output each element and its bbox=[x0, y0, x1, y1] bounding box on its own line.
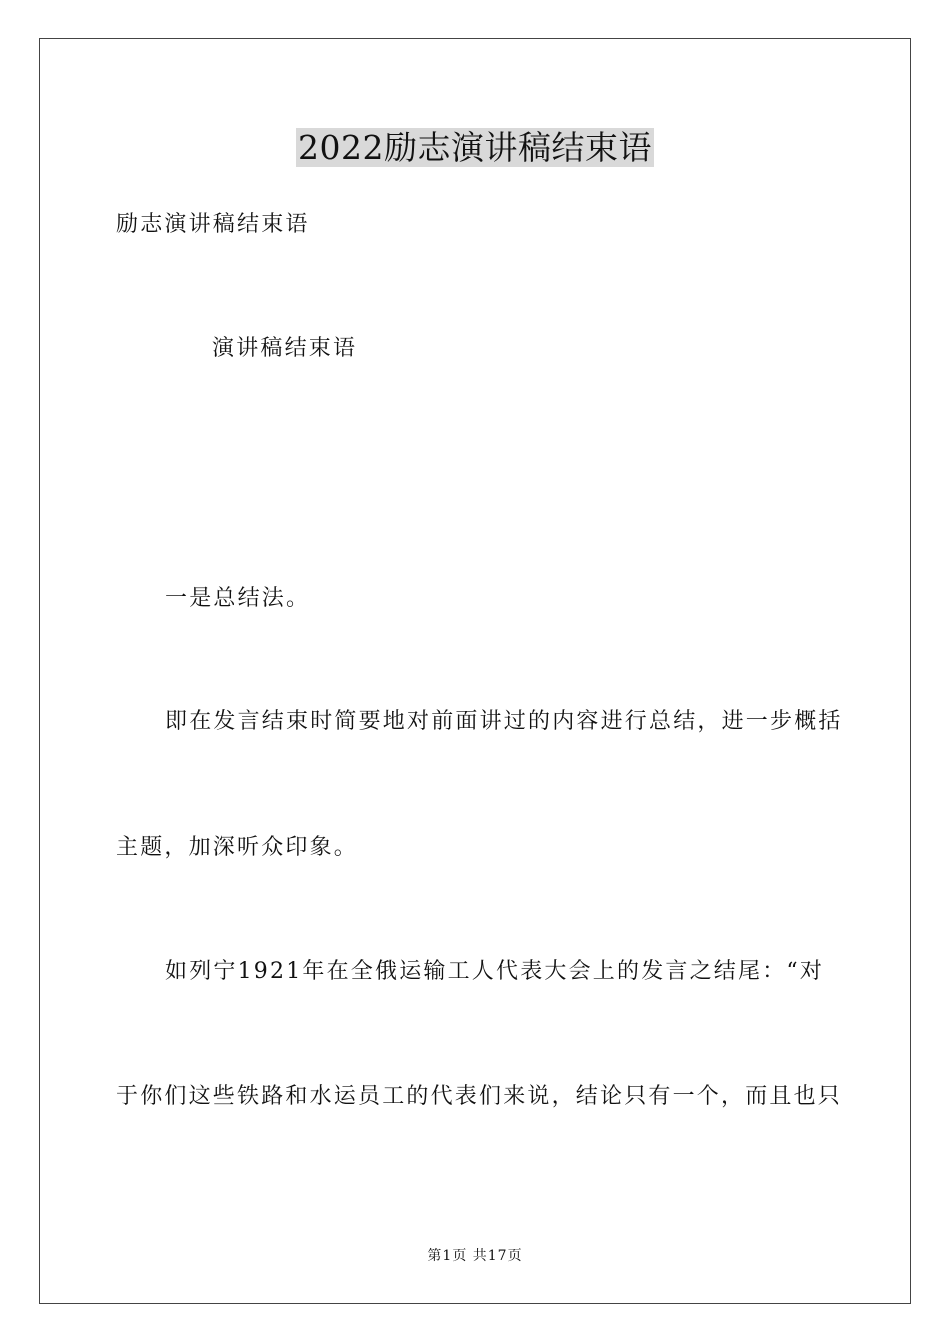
paragraph-body-line: 即在发言结束时简要地对前面讲过的内容进行总结，进一步概括 bbox=[165, 709, 843, 734]
paragraph-body-line: 于你们这些铁路和水运员工的代表们来说，结论只有一个，而且也只 bbox=[116, 1084, 843, 1109]
paragraph-heading: 演讲稿结束语 bbox=[212, 336, 358, 361]
paragraph-body-line: 主题，加深听众印象。 bbox=[116, 835, 359, 860]
document-title bbox=[0, 128, 950, 168]
paragraph-body-line: 如列宁1921年在全俄运输工人代表大会上的发言之结尾：“对 bbox=[165, 959, 825, 984]
page-footer: 第1页 共17页 bbox=[427, 1248, 523, 1264]
document-title-text: 2022励志演讲稿结束语 bbox=[298, 128, 652, 167]
paragraph-subtitle: 励志演讲稿结束语 bbox=[116, 212, 310, 237]
paragraph-method-one: 一是总结法。 bbox=[165, 586, 311, 611]
